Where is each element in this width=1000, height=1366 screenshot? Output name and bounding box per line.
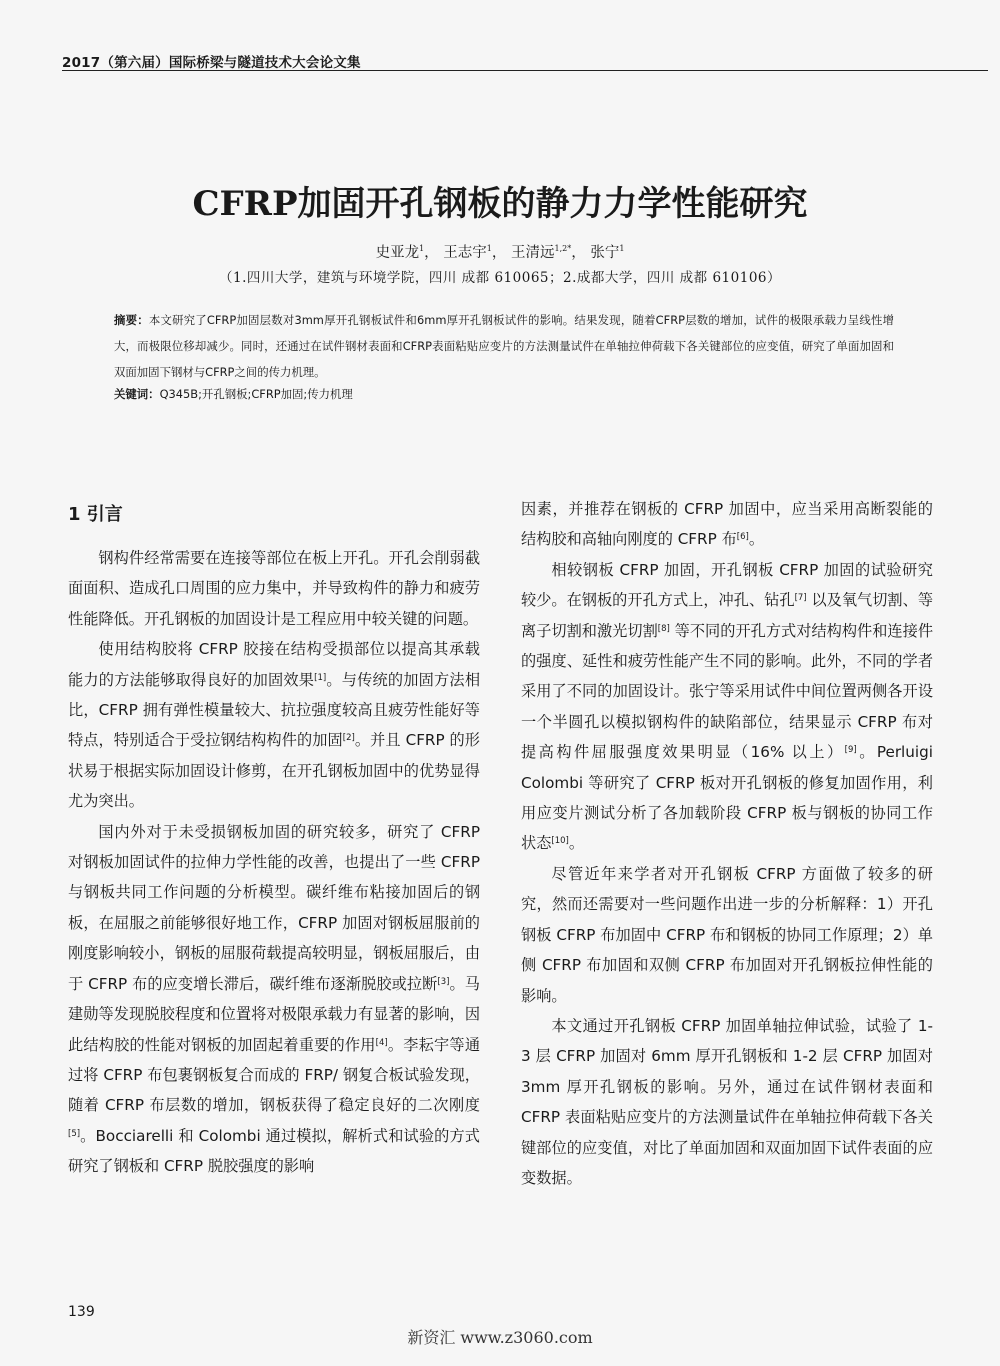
author-affiliation-marker: 1 — [619, 244, 625, 254]
body-paragraph — [68, 634, 480, 816]
paragraph-text: 。并且 CFRP 的形状易于根据实际加固设计修剪，在开孔钢板加固中的优势显得尤为突出。 — [68, 731, 480, 811]
abstract-label: 摘要： — [114, 313, 149, 327]
paragraph-text: 。Perluigi Colombi 等研究了 CFRP 板对开孔钢板的修复加固作用，利用应变片测试分析了各加载阶段 CFRP 板与钢板的协同工作状态 — [521, 743, 933, 853]
body-paragraph — [521, 859, 933, 1011]
watermark: 新资汇 www.z3060.com — [407, 1328, 593, 1347]
body-paragraph — [521, 494, 933, 555]
author-separator: ， — [424, 245, 439, 261]
paragraph-text: 以及氧气切割、等离子切割和激光切割 — [521, 591, 934, 640]
citation-marker: [5] — [68, 1128, 81, 1139]
citation-marker: [4] — [375, 1037, 388, 1048]
keywords-label: 关键词： — [114, 387, 160, 401]
citation-marker: [8] — [657, 623, 670, 634]
body-paragraph — [68, 817, 480, 1182]
paragraph-text: 。马建勋等发现脱胶程度和位置将对极限承载力有显著的影响，因此结构胶的性能对钢板的加固起着重要的作用 — [68, 974, 480, 1054]
paragraph-text: 。李耘宇等通过将 CFRP 布包裹钢板复合而成的 FRP/ 钢复合板试验发现，随着 CFRP 布层数的增加，钢板获得了稳定良好的二次刚度 — [68, 1035, 480, 1115]
abstract — [114, 307, 894, 385]
author-name: 王清远 — [510, 245, 555, 261]
paragraph-text: 因素，并推荐在钢板的 CFRP 加固中，应当采用高断裂能的结构胶和高轴向刚度的 CFRP 布 — [521, 500, 933, 549]
author-name: 史亚龙 — [375, 245, 420, 261]
paragraph-text: 。 — [568, 834, 585, 853]
paragraph-text: 相较钢板 CFRP 加固，开孔钢板 CFRP 加固的试验研究较少。在钢板的开孔方式上，冲孔、钻孔 — [521, 560, 933, 610]
body-paragraph — [68, 543, 480, 634]
abstract-text: 本文研究了CFRP加固层数对3mm厚开孔钢板试件和6mm厚开孔钢板试件的影响。结果发现，随着CFRP层数的增加，试件的极限承载力呈线性增大，而极限位移却减少。同时，还通过在试件钢材表面和CFRP表面粘贴应变片的方法测量试件在单轴拉伸荷载下各关键部位的应变值，研究了单面加固和双面加固下钢材与CFRP之间的传力机理。 — [114, 313, 894, 379]
header-divider — [62, 70, 988, 71]
paragraph-text: 。 — [748, 530, 765, 549]
author-separator: ， — [491, 245, 507, 261]
body-paragraph — [521, 1011, 933, 1193]
running-header: 2017（第六届）国际桥梁与隧道技术大会论文集 — [62, 55, 361, 71]
left-column — [68, 543, 480, 1182]
author-list — [0, 241, 1000, 262]
author-affiliation-marker: 1,2* — [554, 244, 572, 254]
author-name: 王志宇 — [443, 245, 487, 261]
citation-marker: [6] — [736, 532, 749, 543]
citation-marker: [9] — [844, 745, 857, 756]
citation-marker: [3] — [437, 976, 450, 987]
author-affiliation-marker: 1 — [486, 244, 492, 254]
section-heading: 1 引言 — [68, 504, 123, 525]
paragraph-text: 使用结构胶将 CFRP 胶接在结构受损部位以提高其承载能力的方法能够取得良好的加固效果 — [68, 640, 480, 689]
paragraph-text: 钢构件经常需要在连接等部位在板上开孔。开孔会削弱截面面积、造成孔口周围的应力集中，并导致构件的静力和疲劳性能降低。开孔钢板的加固设计是工程应用中较关键的问题。 — [68, 549, 480, 628]
page-number: 139 — [68, 1304, 95, 1320]
citation-marker: [2] — [342, 733, 355, 744]
keywords — [114, 381, 894, 407]
paragraph-text: 尽管近年来学者对开孔钢板 CFRP 方面做了较多的研究，然而还需要对一些问题作出进一步的分析解释：1）开孔钢板 CFRP 布加固中 CFRP 布和钢板的协同工作原理；2）单侧 CFRP 布加固和双侧 CFRP 布加固对开孔钢板拉伸性能的影响。 — [521, 864, 933, 1005]
paragraph-text: 等不同的开孔方式对结构构件和连接件的强度、延性和疲劳性能产生不同的影响。此外，不同的学者采用了不同的加固设计。张宁等采用试件中间位置两侧各开设一个半圆孔以模拟钢构件的缺陷部位，结果显示 CFRP 布对提高构件屈服强度效果明显（16% 以上） — [521, 621, 934, 762]
paragraph-text: 。与传统的加固方法相比，CFRP 拥有弹性模量较大、抗拉强度较高且疲劳性能好等特点，特别适合于受拉钢结构构件的加固 — [68, 670, 480, 750]
citation-marker: [10] — [551, 836, 569, 847]
keywords-text: Q345B;开孔钢板;CFRP加固;传力机理 — [159, 387, 353, 401]
paper-title: CFRP加固开孔钢板的静力力学性能研究 — [192, 184, 808, 224]
citation-marker: [1] — [314, 672, 327, 683]
paragraph-text: 。Bocciarelli 和 Colombi 通过模拟，解析式和试验的方式研究了钢板和 CFRP 脱胶强度的影响 — [68, 1126, 480, 1176]
author-separator: ， — [571, 245, 586, 261]
author-affiliation-marker: 1 — [419, 244, 425, 254]
paragraph-text: 国内外对于未受损钢板加固的研究较多，研究了 CFRP 对钢板加固试件的拉伸力学性能的改善，也提出了一些 CFRP 与钢板共同工作问题的分析模型。碳纤维布粘接加固后的钢板，在屈服之前能够很好地工作，CFRP 加固对钢板屈服前的刚度影响较小，钢板的屈服荷载提高较明显，钢板屈服后，由于 CFRP 布的应变增长滞后，碳纤维布逐渐脱胶或拉断 — [68, 822, 480, 993]
citation-marker: [7] — [794, 593, 807, 604]
right-column — [521, 494, 933, 1193]
body-paragraph — [521, 555, 933, 859]
paragraph-text: 本文通过开孔钢板 CFRP 加固单轴拉伸试验，试验了 1-3 层 CFRP 加固对 6mm 厚开孔钢板和 1-2 层 CFRP 加固对 3mm 厚开孔钢板的影响。另外，通过在试件钢材表面和 CFRP 表面粘贴应变片的方法测量试件在单轴拉伸荷载下各关键部位的应变值，对比了单面加固和双面加固下试件表面的应变数据。 — [521, 1016, 933, 1187]
author-name: 张宁 — [590, 245, 620, 261]
affiliations: （1.四川大学，建筑与环境学院，四川 成都 610065；2.成都大学，四川 成都 610106） — [219, 270, 781, 286]
